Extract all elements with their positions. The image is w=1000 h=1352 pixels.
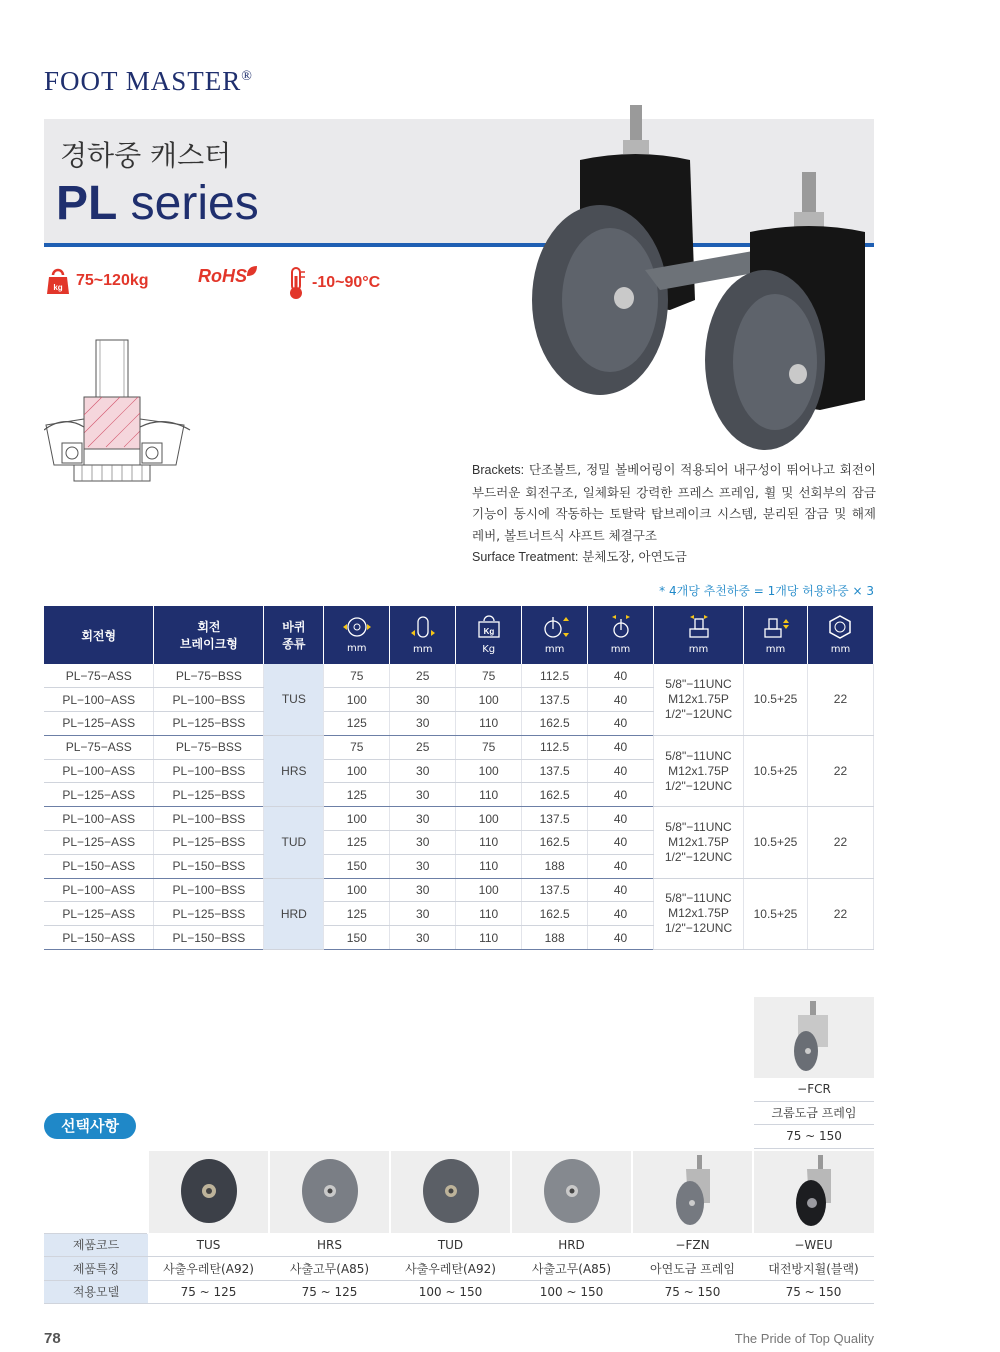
cell-offset: 40 [588, 688, 654, 712]
cell-height: 162.5 [522, 712, 588, 736]
caster-height-icon [540, 615, 570, 639]
option-fcr-code: −FCR [754, 1078, 874, 1102]
cell-width: 25 [390, 735, 456, 759]
cell-height: 162.5 [522, 783, 588, 807]
cell-height: 112.5 [522, 664, 588, 688]
cell-diameter: 125 [324, 783, 390, 807]
cell-load: 110 [456, 926, 522, 950]
cell-height: 137.5 [522, 878, 588, 902]
options-code-row [44, 1233, 874, 1257]
row-label-feature: 제품특징 [44, 1257, 148, 1281]
series-title: PL series [56, 177, 259, 230]
cell-swivel-model: PL−125−ASS [44, 712, 154, 736]
cell-load: 110 [456, 902, 522, 926]
caster-product-photo [520, 100, 890, 460]
cell-bolt-length: 10.5+25 [743, 735, 807, 806]
option-fcr-range: 75 ~ 150 [754, 1125, 874, 1149]
option-fcr-feature: 크롬도금 프레임 [754, 1102, 874, 1126]
cell-diameter: 125 [324, 712, 390, 736]
row-label-code: 제품코드 [44, 1233, 148, 1257]
option-code: −WEU [753, 1233, 874, 1257]
option-hrs-image [269, 1151, 390, 1233]
cell-swivel-model: PL−125−ASS [44, 831, 154, 855]
cell-thread: 5/8"−11UNC M12x1.75P 1/2"−12UNC [654, 807, 744, 878]
load-range: 75~120kg [76, 272, 149, 289]
zinc-caster-icon [658, 1153, 728, 1229]
option-feature: 사출고무(A85) [269, 1257, 390, 1281]
option-feature: 대전방지휠(블랙) [753, 1257, 874, 1281]
options-model-row [44, 1280, 874, 1304]
cell-offset: 40 [588, 878, 654, 902]
cell-swivel-model: PL−75−ASS [44, 664, 154, 688]
option-code: HRD [511, 1233, 632, 1257]
cell-height: 188 [522, 854, 588, 878]
cell-height: 137.5 [522, 688, 588, 712]
brackets-label: Brackets: [472, 463, 525, 477]
hex-nut-icon [825, 615, 855, 639]
cell-brake-model: PL−125−BSS [154, 712, 264, 736]
surface-text: 분체도장, 아연도금 [578, 549, 687, 564]
svg-text:Kg: Kg [483, 627, 495, 636]
header-hex-size: mm [807, 606, 873, 664]
cell-swivel-model: PL−125−ASS [44, 783, 154, 807]
cell-diameter: 100 [324, 807, 390, 831]
cell-width: 30 [390, 878, 456, 902]
cell-offset: 40 [588, 712, 654, 736]
cell-brake-model: PL−75−BSS [154, 664, 264, 688]
cell-diameter: 100 [324, 688, 390, 712]
header-swivel-offset: mm [588, 606, 654, 664]
cell-diameter: 125 [324, 902, 390, 926]
cell-width: 30 [390, 807, 456, 831]
cell-height: 162.5 [522, 902, 588, 926]
cell-width: 25 [390, 664, 456, 688]
option-code: TUD [390, 1233, 511, 1257]
options-image-row-blank [44, 1151, 148, 1233]
cell-diameter: 150 [324, 926, 390, 950]
cell-brake-model: PL−125−BSS [154, 902, 264, 926]
cell-load: 100 [456, 807, 522, 831]
options-image-row [44, 1151, 874, 1233]
cell-offset: 40 [588, 759, 654, 783]
cell-load: 110 [456, 783, 522, 807]
temperature-spec [286, 266, 380, 300]
cell-offset: 40 [588, 854, 654, 878]
cell-swivel-model: PL−100−ASS [44, 688, 154, 712]
cell-width: 30 [390, 926, 456, 950]
cell-diameter: 100 [324, 759, 390, 783]
temperature-range: -10~90°C [312, 274, 381, 291]
header-swivel: 회전형 [44, 606, 154, 664]
options-feature-row [44, 1257, 874, 1281]
load-weight-icon [474, 615, 504, 639]
header-overall-height: mm [522, 606, 588, 664]
option-range: 75 ~ 150 [632, 1280, 753, 1304]
cell-brake-model: PL−100−BSS [154, 878, 264, 902]
header-wheel-diameter: mm [324, 606, 390, 664]
option-feature: 사출우레탄(A92) [148, 1257, 269, 1281]
page-title-korean: 경하중 캐스터 [60, 139, 232, 172]
cell-wheel-type: TUD [264, 807, 324, 878]
wheel-tud-icon [416, 1156, 486, 1226]
bolt-length-icon [760, 615, 790, 639]
row-label-model: 적용모델 [44, 1280, 148, 1304]
cell-swivel-model: PL−100−ASS [44, 878, 154, 902]
option-range: 100 ~ 150 [511, 1280, 632, 1304]
option-range: 100 ~ 150 [390, 1280, 511, 1304]
header-wheel-type: 바퀴 종류 [264, 606, 324, 664]
cell-swivel-model: PL−150−ASS [44, 854, 154, 878]
option-code: HRS [269, 1233, 390, 1257]
cell-offset: 40 [588, 902, 654, 926]
cell-brake-model: PL−150−BSS [154, 926, 264, 950]
weight-icon [46, 266, 70, 296]
cell-hex: 22 [807, 807, 873, 878]
option-code: −FZN [632, 1233, 753, 1257]
cell-bolt-length: 10.5+25 [743, 664, 807, 735]
cell-swivel-model: PL−100−ASS [44, 759, 154, 783]
option-range: 75 ~ 150 [753, 1280, 874, 1304]
table-row [44, 664, 874, 688]
cell-offset: 40 [588, 831, 654, 855]
cell-bolt-length: 10.5+25 [743, 807, 807, 878]
cell-thread: 5/8"−11UNC M12x1.75P 1/2"−12UNC [654, 878, 744, 949]
cell-height: 137.5 [522, 759, 588, 783]
cell-swivel-model: PL−125−ASS [44, 902, 154, 926]
rohs-spec [198, 266, 259, 287]
swivel-offset-icon [606, 615, 636, 639]
cell-width: 30 [390, 712, 456, 736]
wheel-hrd-icon [537, 1156, 607, 1226]
cell-thread: 5/8"−11UNC M12x1.75P 1/2"−12UNC [654, 664, 744, 735]
option-fcr-image [754, 997, 874, 1078]
cell-diameter: 75 [324, 664, 390, 688]
table-row [44, 735, 874, 759]
svg-text:kg: kg [53, 283, 63, 292]
cell-swivel-model: PL−150−ASS [44, 926, 154, 950]
cell-width: 30 [390, 831, 456, 855]
cell-load: 75 [456, 735, 522, 759]
cell-swivel-model: PL−75−ASS [44, 735, 154, 759]
option-feature: 아연도금 프레임 [632, 1257, 753, 1281]
cell-hex: 22 [807, 664, 873, 735]
spec-table-header [44, 606, 874, 664]
cell-swivel-model: PL−100−ASS [44, 807, 154, 831]
cell-brake-model: PL−100−BSS [154, 807, 264, 831]
cell-brake-model: PL−100−BSS [154, 759, 264, 783]
cell-load: 110 [456, 831, 522, 855]
cell-width: 30 [390, 759, 456, 783]
cell-wheel-type: HRS [264, 735, 324, 806]
cell-wheel-type: HRD [264, 878, 324, 949]
table-row [44, 807, 874, 831]
cell-offset: 40 [588, 926, 654, 950]
header-wheel-width: mm [390, 606, 456, 664]
option-tus-image [148, 1151, 269, 1233]
header-brake: 회전 브레이크형 [154, 606, 264, 664]
option-range: 75 ~ 125 [148, 1280, 269, 1304]
rohs-label: RoHS [198, 266, 247, 286]
wheel-width-icon [408, 615, 438, 639]
option-hrd-image [511, 1151, 632, 1233]
brand-logo: FOOT MASTER® [44, 66, 253, 96]
header-thread-size: mm [654, 606, 744, 664]
cell-wheel-type: TUS [264, 664, 324, 735]
product-description [472, 459, 876, 569]
cell-diameter: 150 [324, 854, 390, 878]
load-note: * 4개당 추천하중 = 1개당 허용하중 × 3 [659, 584, 874, 598]
cell-brake-model: PL−100−BSS [154, 688, 264, 712]
cell-offset: 40 [588, 664, 654, 688]
header-load-capacity: Kg Kg [456, 606, 522, 664]
leaf-icon [245, 264, 259, 278]
footer-tagline: The Pride of Top Quality [734, 1331, 874, 1346]
cell-width: 30 [390, 783, 456, 807]
cell-height: 137.5 [522, 807, 588, 831]
cell-height: 162.5 [522, 831, 588, 855]
option-range: 75 ~ 125 [269, 1280, 390, 1304]
surface-label: Surface Treatment: [472, 550, 579, 564]
cell-thread: 5/8"−11UNC M12x1.75P 1/2"−12UNC [654, 735, 744, 806]
options-table [44, 1151, 874, 1304]
table-row [44, 878, 874, 902]
cell-load: 100 [456, 759, 522, 783]
cell-diameter: 125 [324, 831, 390, 855]
chrome-caster-icon [754, 997, 874, 1078]
option-feature: 사출고무(A85) [511, 1257, 632, 1281]
option-weu-image [753, 1151, 874, 1233]
thread-bolt-icon [684, 615, 714, 639]
cell-width: 30 [390, 902, 456, 926]
cell-load: 75 [456, 664, 522, 688]
cell-bolt-length: 10.5+25 [743, 878, 807, 949]
antistatic-caster-icon [779, 1153, 849, 1229]
cell-load: 110 [456, 712, 522, 736]
cell-brake-model: PL−150−BSS [154, 854, 264, 878]
brackets-text: 단조볼트, 정밀 볼베어링이 적용되어 내구성이 뛰어나고 회전이 부드러운 회전구조, 일체화된 강력한 프레스 프레임, 휠 및 선회부의 잠금 기능이 동시에 작동하는 토탈락 탑브레이크 시스템, 분리된 잠금 및 해제 레버, 볼트너트식 샤프트 체결구조 [472, 462, 876, 543]
page-number: 78 [44, 1330, 61, 1347]
cell-brake-model: PL−125−BSS [154, 831, 264, 855]
option-fcr-card [754, 997, 874, 1149]
cell-height: 112.5 [522, 735, 588, 759]
spec-table [44, 606, 874, 950]
cell-width: 30 [390, 854, 456, 878]
wheel-tus-icon [174, 1156, 244, 1226]
header-bolt-length: mm [743, 606, 807, 664]
cell-height: 188 [522, 926, 588, 950]
cell-load: 100 [456, 878, 522, 902]
cell-hex: 22 [807, 878, 873, 949]
cell-diameter: 100 [324, 878, 390, 902]
cell-load: 110 [456, 854, 522, 878]
wheel-diameter-icon [342, 616, 372, 638]
option-code: TUS [148, 1233, 269, 1257]
option-tud-image [390, 1151, 511, 1233]
cell-width: 30 [390, 688, 456, 712]
cell-offset: 40 [588, 735, 654, 759]
cell-offset: 40 [588, 783, 654, 807]
options-badge: 선택사항 [44, 1113, 136, 1139]
wheel-hrs-icon [295, 1156, 365, 1226]
cell-load: 100 [456, 688, 522, 712]
cell-hex: 22 [807, 735, 873, 806]
cell-brake-model: PL−125−BSS [154, 783, 264, 807]
cell-brake-model: PL−75−BSS [154, 735, 264, 759]
load-spec [46, 266, 149, 296]
thermometer-icon [286, 266, 306, 300]
cell-offset: 40 [588, 807, 654, 831]
option-feature: 사출우레탄(A92) [390, 1257, 511, 1281]
option-fzn-image [632, 1151, 753, 1233]
cell-diameter: 75 [324, 735, 390, 759]
cross-section-diagram [44, 335, 194, 495]
